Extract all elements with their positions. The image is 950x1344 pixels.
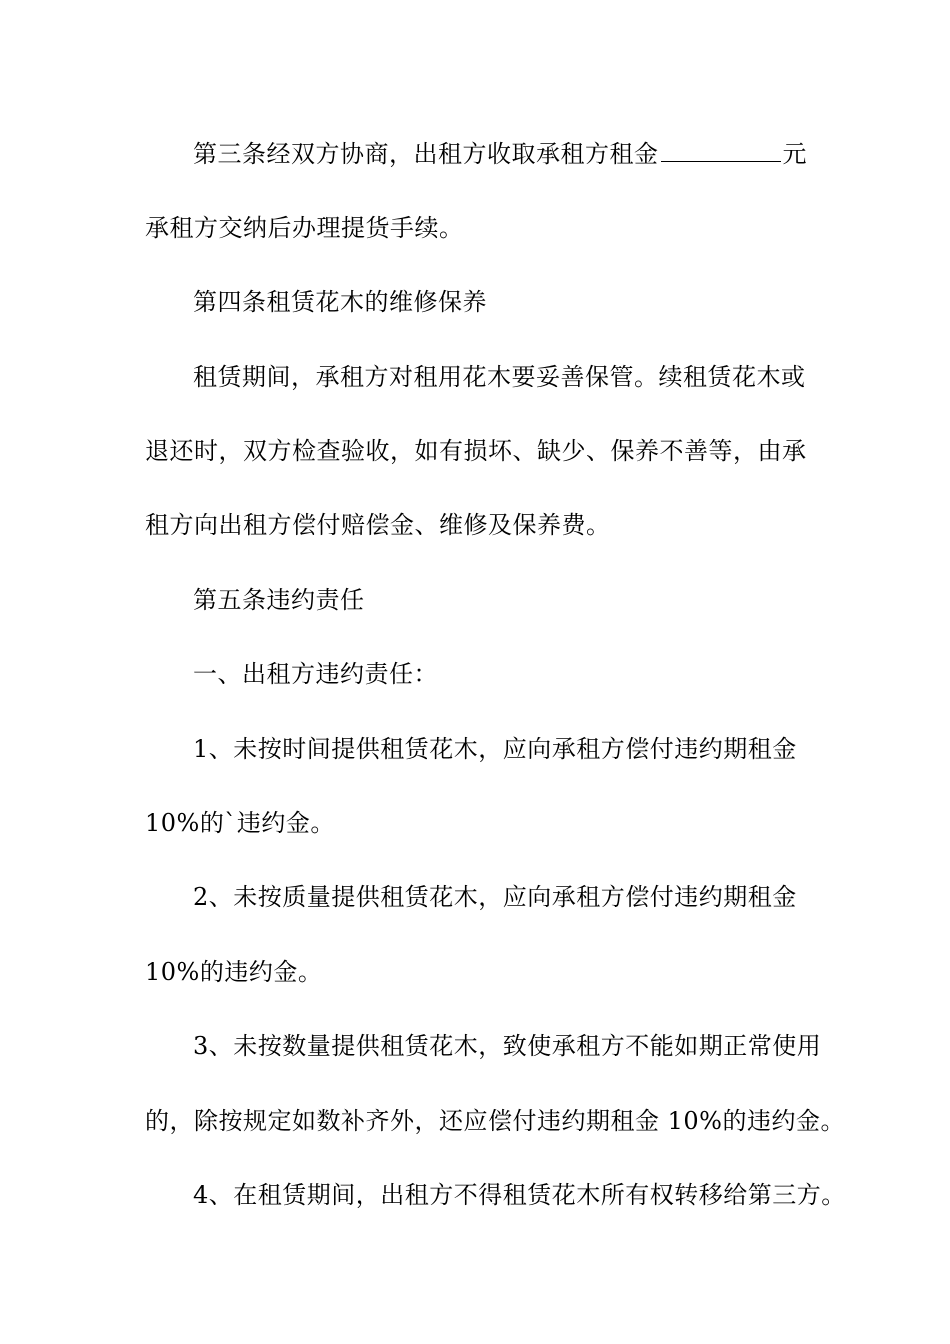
article-3-text: 第三条经双方协商，出租方收取承租方租金 — [193, 140, 659, 168]
rent-amount-blank — [661, 139, 781, 162]
article-4-para-line-2: 退还时，双方检查验收，如有损坏、缺少、保养不善等，由承 — [145, 437, 807, 465]
clause-2-line-2: 10%的违约金。 — [145, 958, 323, 986]
clause-4-line-1: 4、在租赁期间，出租方不得租赁花木所有权转移给第三方。 — [193, 1181, 846, 1209]
lessor-liability-heading: 一、出租方违约责任： — [193, 660, 438, 688]
clause-1-line-1: 1、未按时间提供租赁花木，应向承租方偿付违约期租金 — [193, 735, 797, 763]
clause-2-line-1: 2、未按质量提供租赁花木，应向承租方偿付违约期租金 — [193, 883, 797, 911]
currency-unit: 元 — [782, 140, 807, 168]
article-3-line-1 — [193, 139, 807, 169]
article-4-heading: 第四条租赁花木的维修保养 — [193, 288, 487, 316]
clause-3-line-1: 3、未按数量提供租赁花木，致使承租方不能如期正常使用 — [193, 1032, 822, 1060]
article-5-heading: 第五条违约责任 — [193, 586, 365, 614]
article-3-line-2: 承租方交纳后办理提货手续。 — [145, 214, 464, 242]
article-4-para-line-3: 租方向出租方偿付赔偿金、维修及保养费。 — [145, 511, 611, 539]
clause-3-line-2: 的，除按规定如数补齐外，还应偿付违约期租金 10%的违约金。 — [145, 1107, 845, 1135]
clause-1-line-2: 10%的`违约金。 — [145, 809, 335, 837]
article-4-para-line-1: 租赁期间，承租方对租用花木要妥善保管。续租赁花木或 — [193, 363, 806, 391]
